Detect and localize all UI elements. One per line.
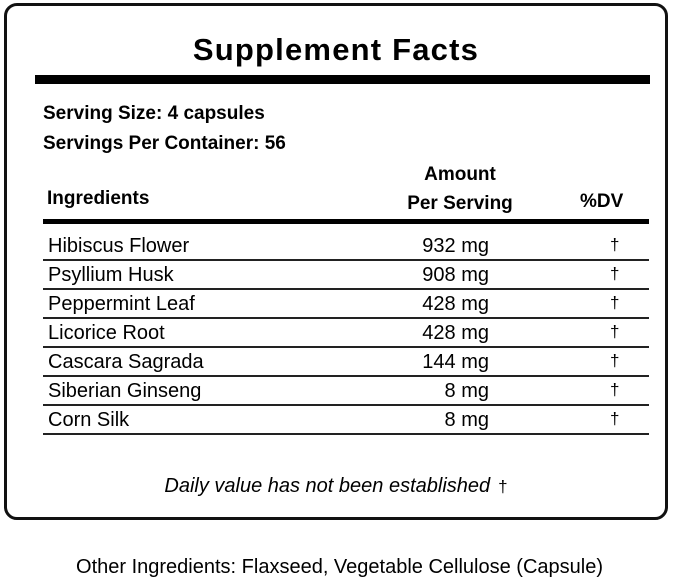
ingredient-dv: † xyxy=(610,322,620,341)
ingredient-dv: † xyxy=(610,380,620,399)
ingredient-dv: † xyxy=(610,293,620,312)
ingredient-row xyxy=(43,406,649,435)
ingredient-amount: 932 mg xyxy=(422,235,489,257)
ingredient-name: Psyllium Husk xyxy=(48,264,174,286)
ingredient-amount: 908 mg xyxy=(422,264,489,286)
ingredient-row xyxy=(43,290,649,319)
ingredient-row xyxy=(43,348,649,377)
row-divider xyxy=(43,433,649,435)
serving-size: Serving Size: 4 capsules xyxy=(43,103,265,124)
ingredient-row xyxy=(43,232,649,261)
ingredient-row xyxy=(43,377,649,406)
dv-header: %DV xyxy=(580,191,624,212)
footnote-mark: † xyxy=(498,477,508,496)
ingredient-name: Peppermint Leaf xyxy=(48,293,195,315)
ingredient-name: Siberian Ginseng xyxy=(48,380,202,402)
footnote xyxy=(7,475,665,498)
panel-title: Supplement Facts xyxy=(192,32,480,67)
amount-header xyxy=(402,160,518,218)
amount-header-line2: Per Serving xyxy=(407,193,513,214)
ingredient-name: Corn Silk xyxy=(48,409,130,431)
ingredient-amount: 144 mg xyxy=(422,351,489,373)
ingredient-amount: 8 mg xyxy=(444,409,489,431)
servings-per-container: Servings Per Container: 56 xyxy=(43,133,286,154)
ingredient-row xyxy=(43,261,649,290)
ingredient-name: Hibiscus Flower xyxy=(48,235,190,257)
ingredient-dv: † xyxy=(610,235,620,254)
ingredient-dv: † xyxy=(610,351,620,370)
footnote-text: Daily value has not been established xyxy=(164,475,491,497)
ingredient-name: Cascara Sagrada xyxy=(48,351,204,373)
ingredient-dv: † xyxy=(610,264,620,283)
ingredient-amount: 8 mg xyxy=(444,380,489,402)
amount-header-line1: Amount xyxy=(424,164,496,185)
supplement-facts-panel xyxy=(4,3,668,520)
header-divider xyxy=(43,219,649,224)
ingredient-amount: 428 mg xyxy=(422,293,489,315)
ingredient-dv: † xyxy=(610,409,620,428)
other-ingredients: Other Ingredients: Flaxseed, Vegetable Cellulose (Capsule) xyxy=(76,556,603,578)
ingredient-name: Licorice Root xyxy=(48,322,165,344)
title-divider xyxy=(35,75,650,84)
ingredient-row xyxy=(43,319,649,348)
ingredient-amount: 428 mg xyxy=(422,322,489,344)
ingredients-header: Ingredients xyxy=(47,188,150,209)
